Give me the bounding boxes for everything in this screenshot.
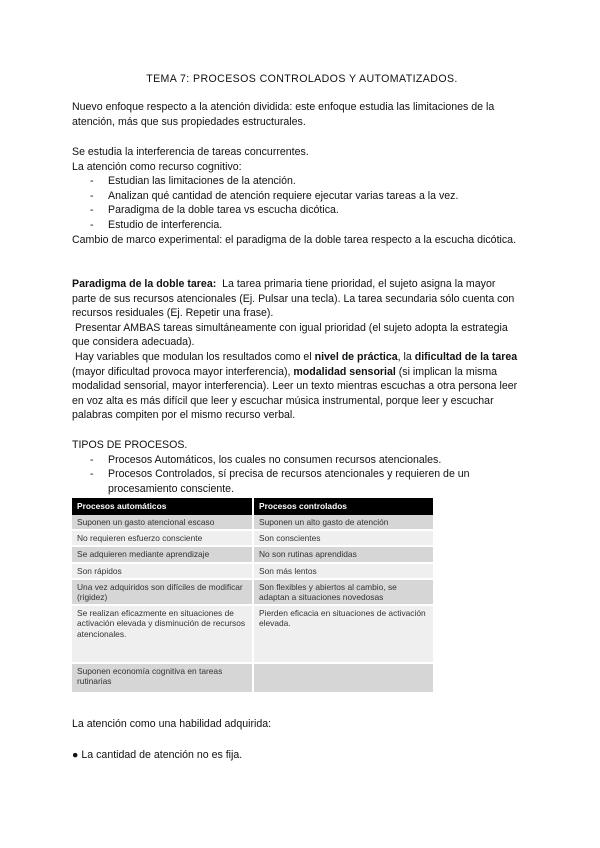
vars-text-d: (mayor dificultad provoca mayor interferencia),: [72, 365, 294, 378]
table-row: [72, 515, 434, 530]
header-automatic: Procesos automáticos: [72, 498, 253, 515]
skill-bullet-text: La cantidad de atención no es fija.: [81, 749, 243, 761]
table-cell: Suponen un alto gasto de atención: [253, 515, 434, 530]
table-row: [72, 663, 434, 693]
interference-line: Se estudia la interferencia de tareas concurrentes.: [72, 146, 309, 158]
process-comparison-table: [72, 498, 435, 694]
intro-paragraph: [72, 100, 522, 129]
skill-heading-block: [72, 717, 522, 732]
paradigm-present: [72, 321, 522, 350]
table-cell: No requieren esfuerzo consciente: [72, 530, 253, 546]
table-cell: Se realizan eficazmente en situaciones de activación elevada y disminución de recursos atencionales.: [72, 605, 253, 663]
list-item: - Estudian las limitaciones de la atención.: [72, 174, 522, 189]
table-row: [72, 579, 434, 605]
paradigm-text: La tarea primaria tiene prioridad, el sujeto asigna la mayor parte de sus recursos atencionales (Ej. Pulsar una tecla). La tarea secundaria sólo cuenta con recursos residuales (Ej. Repetir una frase).: [72, 278, 515, 320]
types-list: [72, 453, 522, 497]
skill-bullet-line: [72, 748, 522, 763]
vars-text-e: (si implican la misma modalidad sensorial, mayor interferencia). Leer un texto mientras escuchas a otra persona leer en voz alta es más difícil que leer y escuchar música instrumental, porque leer y escuchar palabras compiten por el mismo recurso verbal.: [72, 365, 518, 422]
vars-text-a: Hay variables que modulan los resultados como el: [74, 350, 315, 363]
header-controlled: Procesos controlados: [253, 498, 434, 515]
change-frame-text: Cambio de marco experimental: el paradigma de la doble tarea respecto a la escucha dicótica.: [72, 233, 517, 246]
table-row: [72, 563, 434, 579]
table-cell: Son rápidos: [72, 563, 253, 579]
table-row: [72, 546, 434, 562]
skill-bullet-block: [72, 748, 522, 763]
table-header-row: [72, 498, 434, 515]
table-cell: Son conscientes: [253, 530, 434, 546]
list-item: - Estudio de interferencia.: [72, 218, 522, 233]
cognitive-list: [72, 174, 522, 232]
cognitive-resource-heading: La atención como recurso cognitivo:: [72, 160, 242, 173]
vars-bold-difficulty: dificultad de la tarea: [414, 350, 518, 363]
vars-bold-practice: nivel de práctica: [314, 350, 398, 363]
skill-heading: La atención como una habilidad adquirida:: [72, 718, 272, 730]
table-cell: Son más lentos: [253, 563, 434, 579]
vars-bold-modality: modalidad sensorial: [293, 365, 396, 378]
table-cell: Son flexibles y abiertos al cambio, se adaptan a situaciones novedosas: [253, 579, 434, 605]
table-row: [72, 605, 434, 663]
list-item: - Procesos Automáticos, los cuales no consumen recursos atencionales.: [72, 453, 522, 468]
paradigm-section: [72, 277, 522, 423]
page-title: TEMA 7: PROCESOS CONTROLADOS Y AUTOMATIZADOS.: [146, 73, 458, 85]
list-item: - Procesos Controlados, sí precisa de recursos atencionales y requieren de un procesamiento consciente.: [72, 467, 522, 496]
paradigm-variables: [72, 350, 522, 423]
list-item: - Paradigma de la doble tarea vs escucha dicótica.: [72, 203, 522, 218]
vars-text-c: , la: [397, 350, 415, 363]
table-cell: Pierden eficacia en situaciones de activación elevada.: [253, 605, 434, 663]
table-cell: Una vez adquiridos son difíciles de modificar (rigidez): [72, 579, 253, 605]
table-cell: No son rutinas aprendidas: [253, 546, 434, 562]
bullet-icon: ●: [72, 749, 79, 761]
paradigm-paragraph: [72, 277, 522, 321]
paradigm-present-text: Presentar AMBAS tareas simultáneamente con igual prioridad (el sujeto adopta la estrategia que considera adecuada).: [72, 321, 508, 349]
types-section: [72, 438, 522, 496]
table-cell-empty: [253, 663, 434, 693]
table-cell: Se adquieren mediante aprendizaje: [72, 546, 253, 562]
types-heading: TIPOS DE PROCESOS.: [72, 439, 188, 451]
table-cell: Suponen un gasto atencional escaso: [72, 515, 253, 530]
cognitive-section: [72, 145, 522, 247]
paradigm-label: Paradigma de la doble tarea:: [72, 278, 217, 290]
intro-text: Nuevo enfoque respecto a la atención dividida: este enfoque estudia las limitaciones de la atención, más que sus propiedades estructurales.: [72, 101, 495, 128]
table-cell: Suponen economía cognitiva en tareas rutinarias: [72, 663, 253, 693]
list-item: - Analizan qué cantidad de atención requiere ejecutar varias tareas a la vez.: [72, 189, 522, 204]
table-row: [72, 530, 434, 546]
